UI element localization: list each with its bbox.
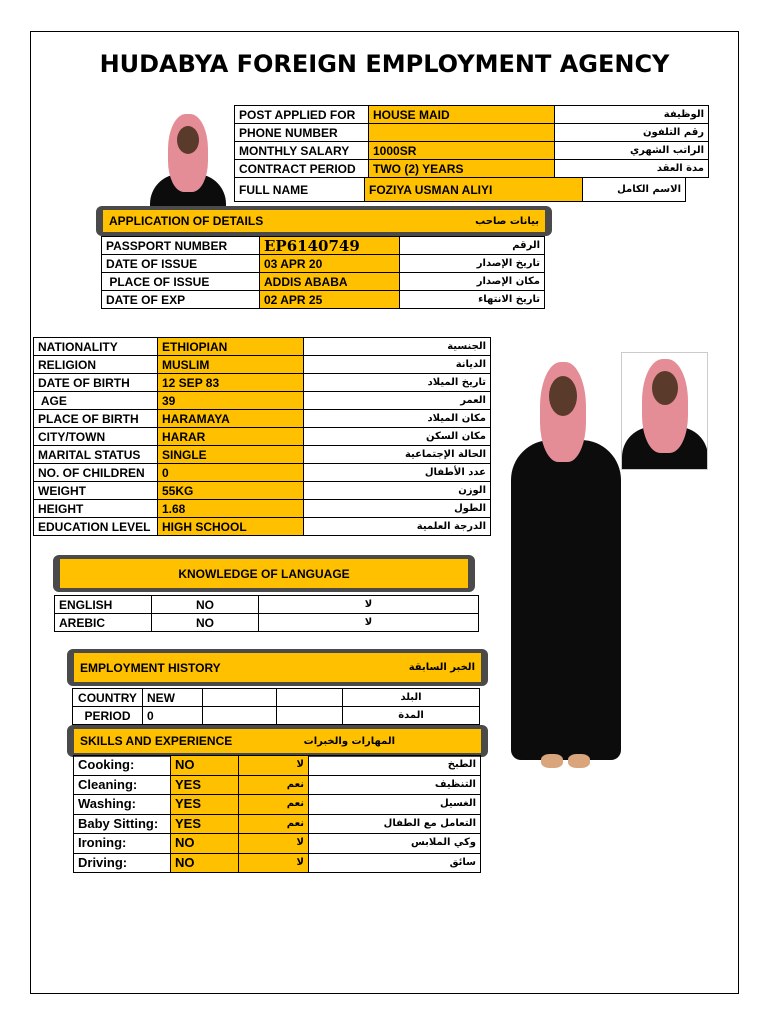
section-title: APPLICATION OF DETAILS (109, 214, 264, 228)
row-label-ar: مدة العقد (555, 160, 709, 178)
full-name-table (234, 177, 686, 202)
row-label-ar: الدرجة العلمية (304, 518, 491, 536)
row-value: 0 (158, 464, 304, 482)
row-value: 12 SEP 83 (158, 374, 304, 392)
row-label: NATIONALITY (34, 338, 158, 356)
row-label: NO. OF CHILDREN (34, 464, 158, 482)
row-label: MARITAL STATUS (34, 446, 158, 464)
employment-table (72, 688, 480, 725)
passport-number: EP6140749 (260, 237, 400, 255)
table-row (34, 446, 491, 464)
table-row (73, 707, 480, 725)
row-label-ar: الراتب الشهري (555, 142, 709, 160)
row-value: HARAMAYA (158, 410, 304, 428)
language-table (54, 595, 479, 632)
table-row (74, 853, 481, 873)
row-label-ar: مكان الميلاد (304, 410, 491, 428)
skill-label-ar: الطبخ (309, 756, 481, 776)
skill-label: Cleaning: (74, 775, 171, 795)
row-label: DATE OF EXP (102, 291, 260, 309)
row-value-ar: لا (259, 596, 479, 614)
row-label: EDUCATION LEVEL (34, 518, 158, 536)
row-label-ar: تاريخ الميلاد (304, 374, 491, 392)
section-title-ar: الخبر السابقة (408, 662, 475, 673)
row-label-ar: البلد (343, 689, 480, 707)
empty-cell (203, 707, 277, 725)
row-label-ar: العمر (304, 392, 491, 410)
row-label-ar: تاريخ الانتهاء (400, 291, 545, 309)
section-title: KNOWLEDGE OF LANGUAGE (178, 566, 350, 581)
post-info-table (234, 105, 709, 178)
row-label-ar: رقم التلفون (555, 124, 709, 142)
row-value: 55KG (158, 482, 304, 500)
table-row (34, 500, 491, 518)
row-value: FOZIYA USMAN ALIYI (365, 178, 583, 202)
skill-value-ar: لا (239, 834, 309, 854)
row-value: HARAR (158, 428, 304, 446)
row-value-ar: لا (259, 614, 479, 632)
row-label: POST APPLIED FOR (235, 106, 369, 124)
table-row (34, 482, 491, 500)
section-title-ar: بيانات صاحب (475, 215, 539, 227)
row-label: CITY/TOWN (34, 428, 158, 446)
row-label-ar: عدد الأطفال (304, 464, 491, 482)
skill-label-ar: التعامل مع الطفال (309, 814, 481, 834)
table-row (74, 795, 481, 815)
skill-label: Washing: (74, 795, 171, 815)
table-row (55, 596, 479, 614)
row-label: PLACE OF BIRTH (34, 410, 158, 428)
table-row (34, 374, 491, 392)
table-row (102, 255, 545, 273)
table-row (235, 142, 709, 160)
row-label-ar: الطول (304, 500, 491, 518)
table-row (235, 124, 709, 142)
row-label: CONTRACT PERIOD (235, 160, 369, 178)
row-label-ar: الاسم الكامل (583, 178, 686, 202)
skill-value: YES (171, 775, 239, 795)
page-title: HUDABYA FOREIGN EMPLOYMENT AGENCY (99, 50, 670, 78)
row-label: WEIGHT (34, 482, 158, 500)
row-label: PHONE NUMBER (235, 124, 369, 142)
portrait-photo (621, 352, 708, 470)
table-row (34, 392, 491, 410)
row-value: NEW (143, 689, 203, 707)
application-table (101, 236, 545, 309)
row-value: ADDIS ABABA (260, 273, 400, 291)
table-row (34, 410, 491, 428)
empty-cell (277, 707, 343, 725)
skill-value-ar: نعم (239, 795, 309, 815)
language-header (53, 555, 475, 592)
row-label-ar: الحالة الإجتماعية (304, 446, 491, 464)
skill-label: Baby Sitting: (74, 814, 171, 834)
table-row (74, 756, 481, 776)
row-label: HEIGHT (34, 500, 158, 518)
row-value: 03 APR 20 (260, 255, 400, 273)
table-row (34, 338, 491, 356)
row-label: RELIGION (34, 356, 158, 374)
row-value: NO (152, 596, 259, 614)
passport-photo (145, 104, 231, 206)
skill-label: Driving: (74, 853, 171, 873)
personal-details-table (33, 337, 491, 536)
skills-header (67, 725, 488, 757)
table-row (102, 291, 545, 309)
row-value (369, 124, 555, 142)
skill-value-ar: نعم (239, 775, 309, 795)
row-label: DATE OF ISSUE (102, 255, 260, 273)
row-value: HOUSE MAID (369, 106, 555, 124)
table-row (74, 834, 481, 854)
row-label: COUNTRY (73, 689, 143, 707)
table-row (34, 518, 491, 536)
skill-value: NO (171, 834, 239, 854)
skill-value: YES (171, 795, 239, 815)
table-row (74, 775, 481, 795)
row-label: PASSPORT NUMBER (102, 237, 260, 255)
section-title: EMPLOYMENT HISTORY (80, 660, 221, 675)
skill-value: NO (171, 756, 239, 776)
skill-value-ar: نعم (239, 814, 309, 834)
table-row (102, 273, 545, 291)
table-row (34, 428, 491, 446)
table-row (235, 106, 709, 124)
row-label: PERIOD (73, 707, 143, 725)
table-row (55, 614, 479, 632)
application-header (96, 206, 552, 236)
skill-value-ar: لا (239, 853, 309, 873)
row-label: FULL NAME (235, 178, 365, 202)
row-value: HIGH SCHOOL (158, 518, 304, 536)
row-value: 39 (158, 392, 304, 410)
row-value: NO (152, 614, 259, 632)
row-label-ar: تاريخ الإصدار (400, 255, 545, 273)
skill-value: NO (171, 853, 239, 873)
table-row (235, 160, 709, 178)
row-value: MUSLIM (158, 356, 304, 374)
employment-header (67, 649, 488, 686)
row-value: 1.68 (158, 500, 304, 518)
row-label: AGE (34, 392, 158, 410)
section-title-ar: المهارات والخبرات (303, 735, 395, 747)
skill-label-ar: وكي الملابس (309, 834, 481, 854)
row-value: TWO (2) YEARS (369, 160, 555, 178)
row-label: DATE OF BIRTH (34, 374, 158, 392)
row-label-ar: مكان الإصدار (400, 273, 545, 291)
empty-cell (277, 689, 343, 707)
row-label-ar: المدة (343, 707, 480, 725)
row-label-ar: الوزن (304, 482, 491, 500)
row-label: MONTHLY SALARY (235, 142, 369, 160)
row-value: 1000SR (369, 142, 555, 160)
row-label-ar: مكان السكن (304, 428, 491, 446)
row-label-ar: الرقم (400, 237, 545, 255)
skill-label-ar: التنظيف (309, 775, 481, 795)
skill-label: Cooking: (74, 756, 171, 776)
table-row (74, 814, 481, 834)
skill-label-ar: الغسيل (309, 795, 481, 815)
row-value: 02 APR 25 (260, 291, 400, 309)
section-title: SKILLS AND EXPERIENCE (80, 734, 233, 748)
row-value: ETHIOPIAN (158, 338, 304, 356)
skill-label: Ironing: (74, 834, 171, 854)
row-label-ar: الديانة (304, 356, 491, 374)
row-label: ENGLISH (55, 596, 152, 614)
row-label-ar: الوظيفة (555, 106, 709, 124)
table-row (235, 178, 686, 202)
row-value: 0 (143, 707, 203, 725)
row-value: SINGLE (158, 446, 304, 464)
empty-cell (203, 689, 277, 707)
table-row (102, 237, 545, 255)
table-row (34, 464, 491, 482)
skills-table (73, 755, 481, 873)
table-row (73, 689, 480, 707)
skill-value-ar: لا (239, 756, 309, 776)
row-label-ar: الجنسية (304, 338, 491, 356)
skill-label-ar: سائق (309, 853, 481, 873)
table-row (34, 356, 491, 374)
row-label: PLACE OF ISSUE (102, 273, 260, 291)
skill-value: YES (171, 814, 239, 834)
row-label: AREBIC (55, 614, 152, 632)
